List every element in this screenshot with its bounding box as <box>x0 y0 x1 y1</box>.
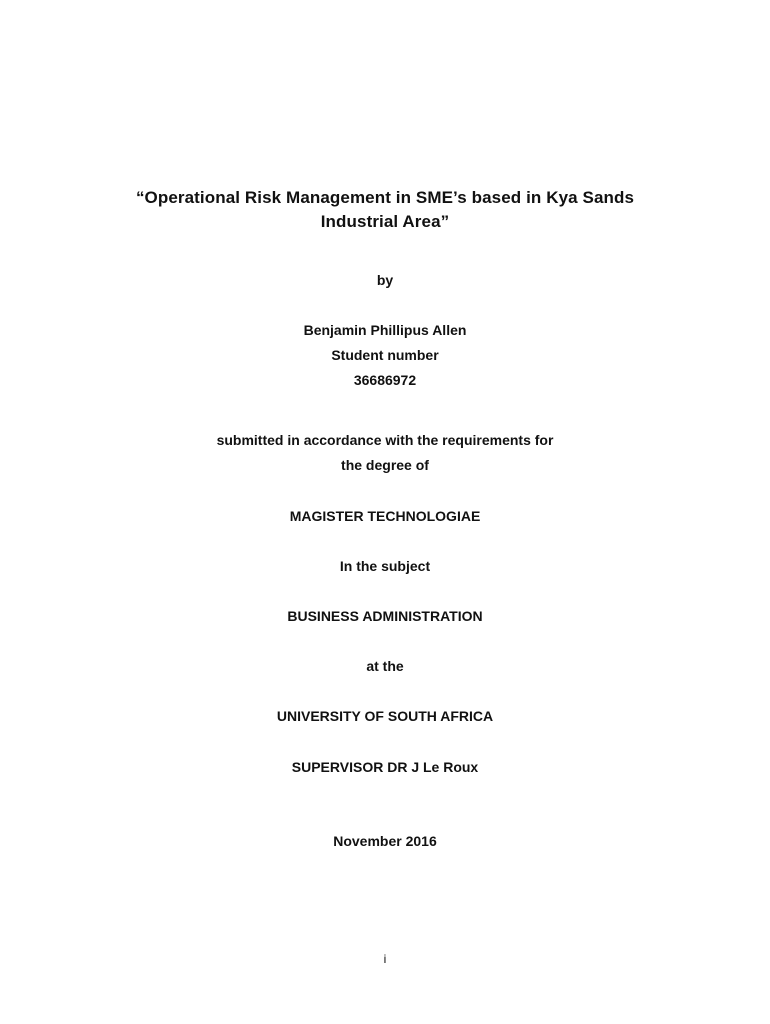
subject-name: BUSINESS ADMINISTRATION <box>287 608 483 624</box>
page-number: i <box>383 952 387 966</box>
supervisor: SUPERVISOR DR J Le Roux <box>291 759 479 775</box>
degree-name: MAGISTER TECHNOLOGIAE <box>289 508 481 524</box>
at-the-label: at the <box>366 658 404 674</box>
student-number: 36686972 <box>353 372 417 388</box>
author-name: Benjamin Phillipus Allen <box>303 322 467 338</box>
subject-intro: In the subject <box>339 558 431 574</box>
student-number-label: Student number <box>331 347 439 363</box>
submission-date: November 2016 <box>333 833 437 849</box>
university-name: UNIVERSITY OF SOUTH AFRICA <box>276 708 494 724</box>
thesis-title-line-1: “Operational Risk Management in SME’s based in Kya Sands <box>135 188 635 207</box>
submission-statement-line-2: the degree of <box>341 457 429 473</box>
submission-statement-line-1: submitted in accordance with the requirements for <box>216 432 554 448</box>
by-label: by <box>376 272 394 288</box>
thesis-title-line-2: Industrial Area” <box>320 212 450 231</box>
